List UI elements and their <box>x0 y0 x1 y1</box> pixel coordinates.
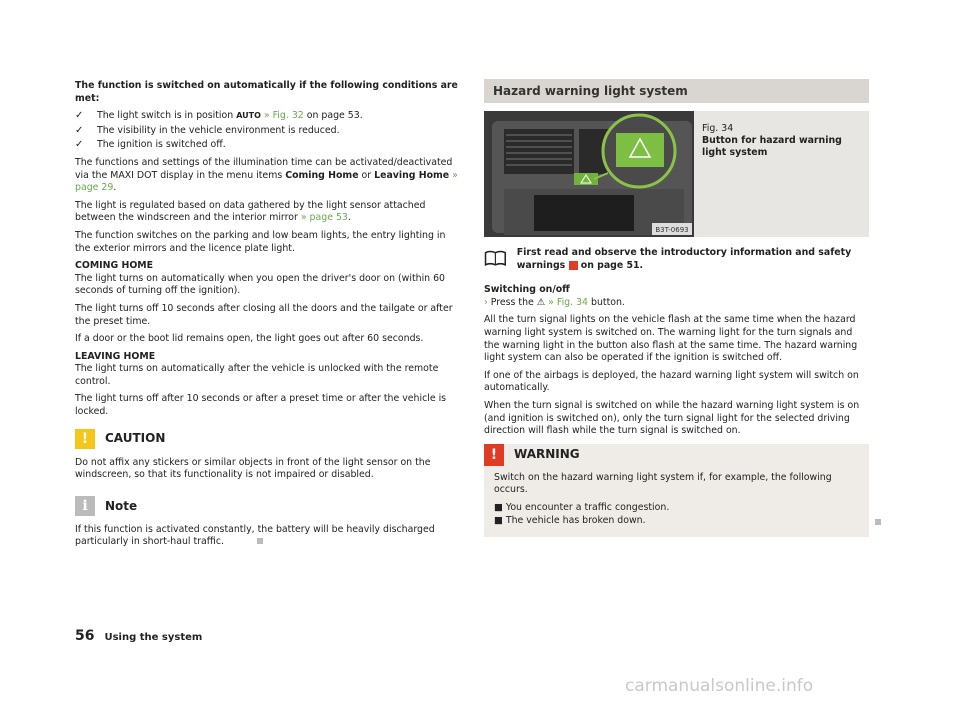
right-column <box>484 79 869 537</box>
warning-icon: ! <box>484 444 504 466</box>
step-arrow-icon: › <box>484 296 488 308</box>
leaving-home-heading: LEAVING HOME <box>75 350 156 362</box>
caution-icon: ! <box>75 429 95 449</box>
conditions-intro: The function is switched on automatically if the following conditions are met: <box>75 80 458 104</box>
paragraph: The light turns off after 10 seconds or after a preset time or after the vehicle is locked. <box>75 393 447 418</box>
instruction: › Press the ⚠ » Fig. 34 button. <box>484 296 625 308</box>
figure <box>484 111 869 237</box>
page-link[interactable]: » page 29 <box>75 169 458 194</box>
note-header <box>75 496 460 516</box>
warning-box <box>484 444 869 537</box>
figure-caption <box>694 111 869 237</box>
caution-text: Do not affix any stickers or similar objects in front of the light sensor on the windscreen, so that its functionality is not impaired or disabled. <box>75 456 431 481</box>
watermark: carmanualsonline.info <box>625 676 814 696</box>
warning-icon <box>569 261 578 270</box>
dashboard-photo <box>484 111 694 237</box>
left-column <box>75 80 460 554</box>
warning-title: WARNING <box>514 447 580 462</box>
warning-text: Switch on the hazard warning light system if, for example, the following occurs. <box>494 471 832 496</box>
fig-link[interactable]: » Fig. 32 <box>260 110 304 122</box>
book-icon <box>484 247 507 269</box>
end-marker-icon <box>257 538 263 544</box>
switching-heading: Switching on/off <box>484 284 570 296</box>
paragraph: The light turns off 10 seconds after closing all the doors and the tailgate or after the preset time. <box>75 302 453 327</box>
figure-title: Button for hazard warning light system <box>702 135 842 158</box>
caution-title: CAUTION <box>105 431 166 446</box>
page-number: 56 <box>75 628 95 644</box>
check-icon: ✓ <box>75 139 84 151</box>
paragraph: The light turns on automatically after the vehicle is unlocked with the remote control. <box>75 363 439 387</box>
paragraph: The light is regulated based on data gathered by the light sensor attached between the windscreen and the interior mirror » page 53. <box>75 199 426 224</box>
paragraph: When the turn signal is switched on while the hazard warning light system is on (and ignition is switched on), only the turn signal light for the selected driving direction will flash while the turn signal is switched on. <box>484 399 860 437</box>
paragraph: The function switches on the parking and low beam lights, the entry lighting in the exterior mirrors and the licence plate light. <box>75 229 446 254</box>
read-first-block: First read and observe the introductory information and safety warnings on page 51. <box>484 247 869 272</box>
end-marker-icon <box>875 519 881 525</box>
note-text: If this function is activated constantly, the battery will be heavily discharged particularly in short-haul traffic. <box>75 523 435 548</box>
hazard-triangle-icon: ⚠ <box>536 296 546 308</box>
paragraph: The light turns on automatically when you open the driver's door on (within 60 seconds of turning off the ignition). <box>75 272 446 297</box>
check-item: ✓ The light switch is in position AUTO » Fig. 32 on page 53. <box>75 110 363 122</box>
page-chapter-title: Using the system <box>104 632 203 643</box>
check-item: ✓ The visibility in the vehicle environment is reduced. <box>75 124 340 136</box>
page-footer <box>75 628 202 644</box>
check-icon: ✓ <box>75 124 84 136</box>
paragraph: All the turn signal lights on the vehicle flash at the same time when the hazard warning light system is switched on. The warning light for the turn signals and the warning light in the button also flash at the same time. The hazard warning light system can also be operated if the ignition is switched off. <box>484 314 858 364</box>
note-title: Note <box>105 498 138 513</box>
check-icon: ✓ <box>75 110 84 122</box>
coming-home-heading: COMING HOME <box>75 260 154 272</box>
caution-header <box>75 429 460 449</box>
warning-list-item: ■ You encounter a traffic congestion. <box>494 501 670 513</box>
check-item: ✓ The ignition is switched off. <box>75 139 226 151</box>
paragraph: If one of the airbags is deployed, the hazard warning light system will switch on automatically. <box>484 369 859 394</box>
paragraph: If a door or the boot lid remains open, the light goes out after 60 seconds. <box>75 333 424 345</box>
warning-list-item: ■ The vehicle has broken down. <box>494 514 646 526</box>
page-link[interactable]: » page 53 <box>300 212 348 224</box>
auto-symbol: AUTO <box>236 111 261 121</box>
figure-number: Fig. 34 <box>702 123 734 134</box>
hazard-button-illustration <box>484 111 694 237</box>
fig-link[interactable]: » Fig. 34 <box>548 296 589 308</box>
info-icon: i <box>75 496 95 516</box>
section-title: Hazard warning light system <box>484 79 869 103</box>
figure-code: B3T-0693 <box>655 226 689 234</box>
paragraph: The functions and settings of the illumination time can be activated/deactivated via the MAXI DOT display in the menu items Coming Home or Leaving Home » page 29. <box>75 156 458 194</box>
